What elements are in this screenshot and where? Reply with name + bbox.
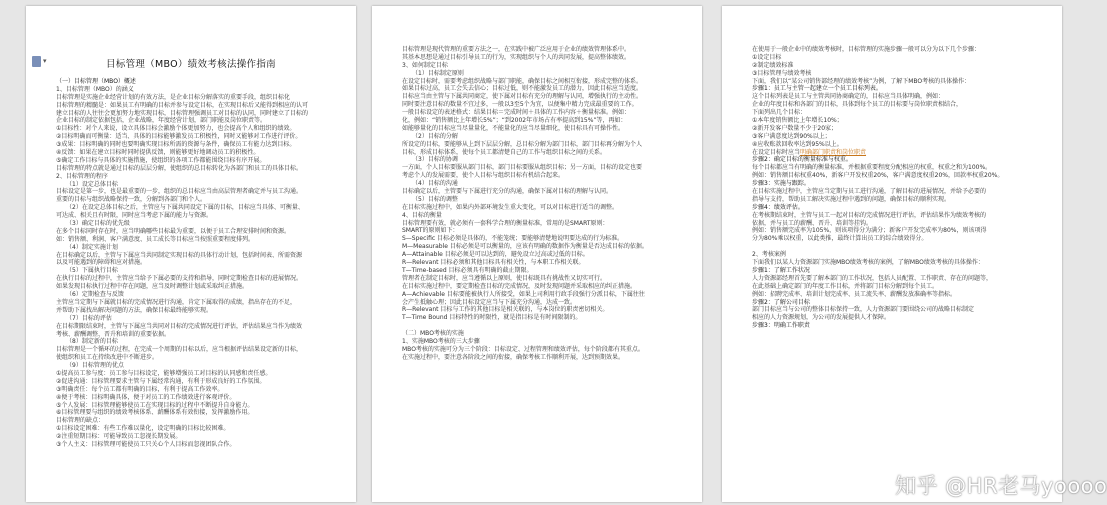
text-line: ⑥目标管理要与组织的绩效考核体系、薪酬体系有效衔接，发挥激励作用。 xyxy=(56,409,254,417)
text-line: （4）目标的沟通 xyxy=(412,180,458,188)
text-line: 使组织和员工在持续改进中不断进步。 xyxy=(56,354,159,362)
text-line: 在实施过程中，要注意各阶段之间的衔接，确保考核工作顺利开展，达到预期效果。 xyxy=(402,353,625,361)
text-line: 步骤3：明确工作职责 xyxy=(752,322,810,330)
watermark-text: 知乎 @HR老马yoooo xyxy=(895,474,1107,498)
text-line: 目标管理是实施企业经营计划的有效方法，是企业目标分解落实的重要手段，组织目标化 xyxy=(56,93,291,101)
text-line: 步骤2：了解公司目标 xyxy=(752,298,810,306)
text-line: 一方面，个人目标要服从部门目标，部门目标要服从组织目标；另一方面，目标的设定也要 xyxy=(402,164,643,172)
text-line: 企业的年度目标和各部门的目标，具体到每个员工的目标要与岗位职责相结合， xyxy=(752,101,963,109)
text-line: 例如：销售额完成率为105%，则该项得分为满分；新客户开发完成率为80%，则该项得 xyxy=(752,227,987,235)
text-line: A—Attainable 目标必须是可以达到的，避免设立过高或过低的目标。 xyxy=(402,251,589,259)
text-line: 以及可能遇到的障碍和应对措施。 xyxy=(56,259,147,267)
document-page-3 xyxy=(722,6,1062,502)
chevron-down-icon[interactable]: ▾ xyxy=(43,57,47,65)
text-line: 重要的目标与组织战略保持一致，分解到各部门和个人。 xyxy=(56,196,207,204)
text-line: ③目标管理与绩效考核 xyxy=(752,69,812,77)
text-line: 如果发现目标执行过程中存在问题，应当及时调整计划或采取纠正措施。 xyxy=(56,283,249,291)
text-line: 在多个目标同时存在时，应当明确哪些目标最为重要，以便于员工合理安排时间和资源。 xyxy=(56,227,291,235)
text-line: 目标，形成目标体系，使每个员工都清楚自己的工作与组织目标之间的关系。 xyxy=(402,148,607,156)
text-line: ②目标明确而可衡量：适当、具体的目标能够激发员工积极性，同时又能够对工作进行评价。 xyxy=(56,133,302,141)
text-line: ⑤确定工作目标与具体的实施措施，使组织的各项工作都能围绕目标有序开展。 xyxy=(56,156,266,164)
text-line: 目标管理的特点就是通过目标的层层分解，使组织的总目标转化为各部门和员工的具体目标。 xyxy=(56,164,303,172)
text-line: 目标管理要有效，就必须有一套科学合理的衡量标准，常用的是SMART原则： xyxy=(402,219,609,227)
text-line: 步骤1：员工与主管一起建立一个员工目标列表。 xyxy=(752,85,882,93)
text-line: ③个人主义：目标管理可能使员工只关心个人目标而忽视团队合作。 xyxy=(56,440,236,448)
text-line: 并帮助下属找出解决问题的方法，确保目标最终能够实现。 xyxy=(56,306,213,314)
text-line: 考核、薪酬调整、晋升和培训的重要依据。 xyxy=(56,330,171,338)
text-line: 这个目标列表是员工与主管共同协商确定的，目标应当具体明确，例如： xyxy=(752,93,945,101)
text-line: 企业目标的制定依据包括，企业战略，年度经营计划，部门职能及岗位职责等。 xyxy=(56,117,267,125)
text-line: 步骤2：确定目标的衡量标准与权重。 xyxy=(752,156,852,164)
text-line: 4、目标的衡量 xyxy=(402,211,442,219)
text-line: 目标管理是一个循环的过程，在完成一个周期的目标以后，应当根据评估结果设定新的目标， xyxy=(56,346,303,354)
line-prefix: 在设定目标时应当 xyxy=(752,148,801,156)
text-line: （2）目标的分解 xyxy=(412,132,458,140)
document-page-1 xyxy=(26,6,356,502)
text-line: 如：销售额、利润、客户满意度、员工成长等目标应当按照重要程度排列。 xyxy=(56,235,255,243)
text-line: 1、目标管理（MBO）的涵义 xyxy=(56,85,134,93)
text-line: 考虑个人的发展需要，使个人目标与组织目标有机结合起来。 xyxy=(402,172,565,180)
text-line: 人力资源部经理首先要了解本部门的工作状况，包括人员配置、工作职责、存在的问题等， xyxy=(752,274,993,282)
text-line: 1、实施MBO考核的三大步骤 xyxy=(402,337,480,345)
page-1-body xyxy=(56,78,328,449)
text-line: 主管应当定期与下属就目标的完成情况进行沟通，肯定下属取得的成绩，指出存在的不足， xyxy=(56,298,297,306)
text-line: 例如：销售额目标权重40%，新客户开发权重20%，客户满意度权重20%，回款率权重20%。 xyxy=(752,172,1004,180)
text-line: 在目标期限结束时，主管与下属应当共同对目标的完成情况进行评估，评估结果应当作为绩效 xyxy=(56,322,303,330)
text-line: 步骤3：实施与跟踪。 xyxy=(752,180,810,188)
text-line: 其基本思想是通过目标引导员工的行为，实现组织与个人的共同发展，提高整体绩效。 xyxy=(402,53,631,61)
text-line xyxy=(402,322,674,330)
text-line: 目标管理是现代管理的重要方法之一，在实践中被广泛应用于企业的绩效管理体系中。 xyxy=(402,46,631,53)
text-line: 目标应当由主管与下属共同商定，使下属对目标有充分的理解与认同，增强执行的主动性。 xyxy=(402,93,643,101)
text-line: ⑤个人发展：目标管理能够使员工在实现目标的过程中不断提升自身能力。 xyxy=(56,401,254,409)
text-line: ②制定绩效标准 xyxy=(752,61,794,69)
text-line: 相应的人力资源规划，为公司的发展提供人才保障。 xyxy=(752,314,891,322)
text-line: 依据，并与员工的薪酬、晋升、培训等挂钩。 xyxy=(752,219,873,227)
text-line: 3、如何制定目标 xyxy=(402,61,448,69)
text-line: 在此基础上确定部门的年度工作目标，并将部门目标分解到每个员工。 xyxy=(752,282,939,290)
text-line: （1）目标制定原则 xyxy=(412,69,464,77)
text-line: ①目标性：对个人来说，设立具体目标会激励个体更加努力，也会提高个人和组织的绩效。 xyxy=(56,125,296,133)
text-line: （8）制定新的目标 xyxy=(66,338,118,346)
text-line: 指导与支持，帮助员工解决实施过程中遇到的问题，确保目标的顺利实现。 xyxy=(752,195,951,203)
text-line: （1）设定总体目标 xyxy=(66,180,118,188)
text-line: S—Specific 目标必须是具体的，不能笼统；要能够清楚地说明要达成的行为标准。 xyxy=(402,235,624,243)
hyperlink[interactable]: 明确部门职责和岗位职责 xyxy=(800,148,867,156)
text-line: 下面列出几个目标： xyxy=(752,109,807,117)
text-line: A—Achievable 目标要能被执行人所接受，如果上司利用行政手段强行分派目标，下属往往 xyxy=(402,290,645,298)
text-line: 在目标实施过程中，主管应当定期与员工进行沟通，了解目标的进展情况，并给予必要的 xyxy=(752,188,987,196)
text-line: 所设定的目标，要能够从上到下层层分解，总目标分解为部门目标，部门目标再分解为个人 xyxy=(402,140,643,148)
text-line: 化，例如：“销售额比上年增长5%”；“到2002年市场占有率提高到15%”等，再如： xyxy=(402,117,627,125)
text-line: 在目标实施过程中，要定期检查目标的完成情况，及时发现问题并采取相应的纠正措施。 xyxy=(402,282,637,290)
text-line: R—Relevant 目标必须和其他目标具有相关性，与本职工作相关联。 xyxy=(402,259,585,267)
text-line: ④便于考核：目标明确具体，便于对员工的工作绩效进行客观评价。 xyxy=(56,393,236,401)
text-line: 会产生抵触心理；因此目标设定应当与下属充分沟通，达成一致。 xyxy=(402,298,577,306)
text-line: ②促进沟通：目标管理要求主管与下属经常沟通，有利于形成良好的工作氛围。 xyxy=(56,377,266,385)
text-line: 在考核期结束时，主管与员工一起对目标的完成情况进行评估，评估结果作为绩效考核的 xyxy=(752,211,987,219)
text-line: 下面我们以某人力资源部门实施MBO绩效考核的案例，了解MBO绩效考核的具体操作： xyxy=(752,259,984,267)
text-line: MBO考核的实施可分为三个阶段：目标设定、过程管理和绩效评估，每个阶段都有其重点。 xyxy=(402,345,644,353)
text-line: 如能够量化的目标应当尽量量化，不能量化的应当尽量细化，使目标具有可操作性。 xyxy=(402,124,625,132)
text-line: 例如：招聘完成率、培训计划完成率、员工流失率、薪酬发放准确率等指标。 xyxy=(752,290,957,298)
text-line: M—Measurable 目标必须是可以衡量的，应该有明确的数据作为衡量是否达成目标的依据。 xyxy=(402,243,648,251)
text-line: 步骤4：绩效评估。 xyxy=(752,203,804,211)
text-line: ③成果：目标明确的同时也要明确实现目标所需的资源与条件，确保员工有能力达到目标。 xyxy=(56,141,296,149)
text-line: 同时要注意目标的数量不宜过多，一般以3至5个为宜，以便集中精力完成最重要的工作。 xyxy=(402,101,638,109)
text-line: ①本年度销售额比上年增长10%； xyxy=(752,117,843,125)
text-line: （5）下属执行目标 xyxy=(66,267,118,275)
text-line: 如果目标过高，员工会失去信心；目标过低，则不能激发员工的潜力，因此目标应当适度。 xyxy=(402,85,643,93)
page-2-body xyxy=(402,46,674,362)
text-line: （3）目标的协调 xyxy=(412,156,458,164)
text-line: 2、考核案例 xyxy=(752,251,786,259)
text-line: （4）制定实施计划 xyxy=(66,243,118,251)
document-title: 目标管理（MBO）绩效考核法操作指南 xyxy=(106,59,276,70)
text-line: SMART的原则如下： xyxy=(402,227,459,235)
text-line: 可达成、相关且有时限，同时应当考虑下属的能力与资源。 xyxy=(56,212,213,220)
text-line: 目标管理的缺点： xyxy=(56,417,105,425)
text-line xyxy=(752,243,1034,251)
text-line: 在使用于一般企业中的绩效考核时，目标管理的实施步骤一般可以分为以下几个步骤： xyxy=(752,46,981,53)
text-line: T—Time-based 目标必须具有明确的截止期限。 xyxy=(402,266,533,274)
text-line: ③明确责任：每个员工都有明确的目标，有利于提高工作效率。 xyxy=(56,385,224,393)
text-line: 下面，我们以“某公司销售部经理的绩效考核”为例，了解下MBO考核的具体操作： xyxy=(752,77,971,85)
text-line: ①目标设定困难：有些工作难以量化，设定明确的目标比较困难。 xyxy=(56,425,230,433)
text-line: 在执行目标的过程中，主管应当给予下属必要的支持和指导，同时定期检查目标的进展情况。 xyxy=(56,275,303,283)
text-line: （6）定期检查与反馈 xyxy=(66,291,124,299)
text-line: 2、目标管理的程序 xyxy=(56,172,108,180)
text-line: （3）确定目标的优先级 xyxy=(66,220,130,228)
text-line: 在目标确定以后，主管与下属应当共同制定实现目标的具体行动计划，包括时间表、所需资源 xyxy=(56,251,303,259)
page-3-body xyxy=(752,46,1034,330)
text-line: ①设定目标 xyxy=(752,53,782,61)
text-line: 分为80%乘以权重，以此类推，最终计算出员工的综合绩效得分。 xyxy=(752,235,928,243)
text-line: 部门目标应当与公司的整体目标保持一致，人力资源部门要围绕公司的战略目标制定 xyxy=(752,306,975,314)
text-line: （2）在设定总体目标之后，主管应与下属共同设定下属的目标，目标应当具体、可衡量、 xyxy=(66,204,304,212)
text-line: ②新开发客户数量不少于20家； xyxy=(752,124,838,132)
text-line: R—Relevant 目标与工作的其他目标是相关联的，与本岗位的职责密切相关。 xyxy=(402,306,609,314)
text-line: 在目标实施过程中，如果内外部环境发生重大变化，可以对目标进行适当的调整。 xyxy=(402,203,619,211)
text-line: 一般目标设定的表述格式：结果目标＝完成时间＋具体的工作内容＋衡量标准。例如： xyxy=(402,109,631,117)
text-line: ①提高员工参与度：员工参与目标设定，能够增强员工对目标的认同感和责任感。 xyxy=(56,369,272,377)
text-line: 在设定目标时，需要考虑组织战略与部门职能，确保目标之间相互衔接，形成完整的体系。 xyxy=(402,77,643,85)
text-line: 目标设定是第一步，也是最重要的一步，组织的总目标应当由高层管理者确定并与员工沟通。 xyxy=(56,188,303,196)
text-line: ③客户满意度达到90%以上； xyxy=(752,132,831,140)
text-line: （一）目标管理（MBO）概述 xyxy=(56,78,136,85)
text-line: （二）MBO考核的实施 xyxy=(402,330,464,338)
text-line: 目标确定以后，主管要与下属进行充分的沟通，确保下属对目标的理解与认同。 xyxy=(402,188,613,196)
text-line: ②注重短期目标：可能导致员工忽视长期发展。 xyxy=(56,433,182,441)
text-line: ④应收账款回收率达到95%以上。 xyxy=(752,140,843,148)
text-line: （5）目标的调整 xyxy=(412,195,458,203)
text-line: 每个目标都应当有明确的衡量标准，并根据重要程度分配相应的权重，权重之和为100%。 xyxy=(752,164,992,172)
text-line: T—Time Bound 目标特性的时限性，就是指目标是有时间限制的。 xyxy=(402,314,582,322)
text-line: 建立目标的人往往会更加努力地实现目标，目标管理强调员工对目标的认同，同时建立了目标的 xyxy=(56,109,309,117)
text-line: 步骤1：了解工作状况 xyxy=(752,266,810,274)
text-line: （7）目标的评估 xyxy=(66,314,112,322)
text-line: ④反馈：如果在建立目标时同时提供反馈，则能够更好地调动员工的积极性。 xyxy=(56,149,260,157)
document-page-2 xyxy=(372,6,702,502)
text-line: （9）目标管理的优点 xyxy=(66,362,124,370)
text-line: 管理者在制定目标时，应当遵循以上原则，使目标既具有挑战性又切实可行。 xyxy=(402,274,607,282)
text-line: 目标管理的精髓是：如果员工有明确的目标并参与设定目标，在实现目标后又能得到相应的认可 xyxy=(56,101,309,109)
